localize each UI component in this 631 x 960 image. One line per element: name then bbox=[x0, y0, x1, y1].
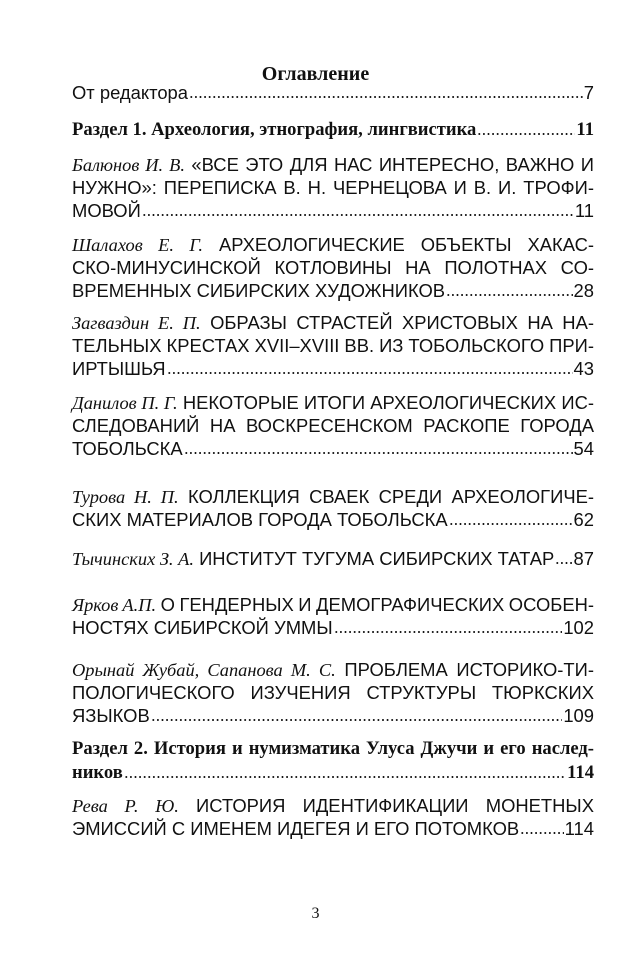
dot-leader bbox=[167, 371, 573, 375]
line-text bbox=[72, 415, 594, 436]
line-text bbox=[72, 358, 166, 380]
section-page: 114 bbox=[567, 762, 594, 783]
entry-page: 109 bbox=[563, 705, 594, 726]
dot-leader bbox=[142, 213, 574, 217]
line-text bbox=[72, 548, 554, 570]
entry-title: ЯЗЫКОВ bbox=[72, 705, 150, 726]
entry-title: От редактора bbox=[72, 82, 189, 103]
entry-title: ЭМИССИЙ С ИМЕНЕМ ИДЕГЕЯ И ЕГО ПОТОМКОВ bbox=[72, 818, 520, 839]
entry-title: НУЖНО»: ПЕРЕПИСКА В. Н. ЧЕРНЕЦОВА И В. И. ТРОФИ- bbox=[72, 177, 594, 198]
entry-title: СКИХ МАТЕРИАЛОВ ГОРОДА ТОБОЛЬСКА bbox=[72, 509, 448, 530]
entry-line bbox=[72, 358, 594, 380]
entry-line bbox=[72, 548, 594, 570]
entry-line bbox=[72, 257, 594, 279]
entry-line bbox=[72, 312, 594, 334]
entry-title: ИНСТИТУТ ТУГУМА СИБИРСКИХ ТАТАР bbox=[199, 548, 555, 569]
dot-leader bbox=[334, 630, 563, 634]
entry-author: Турова Н. П. bbox=[72, 487, 179, 507]
entry-line bbox=[72, 486, 594, 508]
entry-page: 54 bbox=[573, 438, 594, 459]
entry-title: ВРЕМЕННЫХ СИБИРСКИХ ХУДОЖНИКОВ bbox=[72, 280, 446, 301]
line-text bbox=[72, 486, 594, 507]
line-text bbox=[72, 594, 594, 615]
entry-title: ТЕЛЬНЫХ КРЕСТАХ XVII–XVIII ВВ. ИЗ ТОБОЛЬСКОГО ПРИ- bbox=[72, 335, 594, 356]
section-page: 11 bbox=[576, 119, 594, 140]
dot-leader bbox=[520, 831, 564, 835]
line-text bbox=[72, 392, 594, 413]
line-text bbox=[72, 795, 594, 816]
entry-line bbox=[72, 617, 594, 639]
line-text bbox=[72, 818, 519, 840]
dot-leader bbox=[151, 718, 563, 722]
entry-author: Рева Р. Ю. bbox=[72, 796, 179, 816]
line-text bbox=[72, 154, 594, 175]
dot-leader bbox=[555, 561, 572, 565]
entry-line bbox=[72, 682, 594, 704]
entry-title: «ВСЕ ЭТО ДЛЯ НАС ИНТЕРЕСНО, ВАЖНО И bbox=[191, 154, 594, 175]
entry-line bbox=[72, 335, 594, 357]
entry-page: 43 bbox=[573, 358, 594, 379]
line-text bbox=[72, 335, 594, 356]
dot-leader bbox=[446, 293, 572, 297]
entry-author: Тычинских З. А. bbox=[72, 549, 194, 569]
dot-leader bbox=[189, 95, 583, 99]
line-text bbox=[72, 177, 594, 198]
entry-author: Балюнов И. В. bbox=[72, 155, 185, 175]
toc-section-1[interactable] bbox=[72, 119, 594, 141]
entry-page: 102 bbox=[563, 617, 594, 638]
dot-leader bbox=[449, 522, 573, 526]
entry-line bbox=[72, 392, 594, 414]
dot-leader bbox=[184, 451, 573, 455]
entry-page: 28 bbox=[573, 280, 594, 301]
entry-title: НОСТЯХ СИБИРСКОЙ УММЫ bbox=[72, 617, 333, 638]
page-number: 3 bbox=[311, 905, 320, 922]
entry-line bbox=[72, 818, 594, 840]
section-line bbox=[72, 738, 594, 760]
line-text bbox=[72, 762, 123, 784]
entry-page: 11 bbox=[574, 200, 594, 221]
section-title: Раздел 1. Археология, этнография, лингвистика bbox=[72, 119, 477, 140]
entry-title: КОЛЛЕКЦИЯ СВАЕК СРЕДИ АРХЕОЛОГИЧЕ- bbox=[187, 486, 594, 507]
line-text bbox=[72, 682, 594, 703]
entry-title: ИРТЫШЬЯ bbox=[72, 358, 166, 379]
entry-line bbox=[72, 795, 594, 817]
entry-line bbox=[72, 705, 594, 727]
entry-line bbox=[72, 415, 594, 437]
line-text bbox=[72, 280, 445, 302]
line-text bbox=[72, 200, 141, 222]
entry-title: ПРОБЛЕМА ИСТОРИКО-ТИ- bbox=[344, 659, 594, 680]
entry-title: МОВОЙ bbox=[72, 200, 141, 221]
entry-line bbox=[72, 234, 594, 256]
entry-author: Данилов П. Г. bbox=[72, 393, 178, 413]
line-text bbox=[72, 438, 183, 460]
entry-line bbox=[72, 594, 594, 616]
line-text bbox=[72, 234, 594, 255]
entry-line bbox=[72, 154, 594, 176]
entry-title: СЛЕДОВАНИЙ НА ВОСКРЕСЕНСКОМ РАСКОПЕ ГОРОДА bbox=[72, 415, 594, 436]
entry-line bbox=[72, 280, 594, 302]
entry-page: 62 bbox=[573, 509, 594, 530]
entry-title: ТОБОЛЬСКА bbox=[72, 438, 183, 459]
entry-title: ИСТОРИЯ ИДЕНТИФИКАЦИИ МОНЕТНЫХ bbox=[196, 795, 594, 816]
line-text bbox=[72, 312, 594, 333]
toc-entry-editor[interactable] bbox=[72, 82, 594, 104]
line-text bbox=[72, 257, 594, 278]
line-text bbox=[72, 705, 150, 727]
entry-author: Орынай Жубай, Сапанова М. С. bbox=[72, 660, 336, 680]
entry-title: СКО-МИНУСИНСКОЙ КОТЛОВИНЫ НА ПОЛОТНАХ СО- bbox=[72, 257, 594, 278]
entry-title: ОБРАЗЫ СТРАСТЕЙ ХРИСТОВЫХ НА НА- bbox=[210, 312, 594, 333]
entry-line bbox=[72, 438, 594, 460]
entry-line bbox=[72, 659, 594, 681]
page-title: Оглавление bbox=[261, 63, 370, 85]
entry-line bbox=[72, 200, 594, 222]
entry-page: 7 bbox=[583, 82, 594, 103]
entry-title: ПОЛОГИЧЕСКОГО ИЗУЧЕНИЯ СТРУКТУРЫ ТЮРКСКИХ bbox=[72, 682, 594, 703]
line-text bbox=[72, 509, 448, 531]
section-line bbox=[72, 762, 594, 784]
section-title: Раздел 2. История и нумизматика Улуса Джучи и его наслед- bbox=[72, 738, 594, 759]
dot-leader bbox=[477, 132, 575, 136]
entry-author: Загваздин Е. П. bbox=[72, 313, 201, 333]
section-title: ников bbox=[72, 762, 123, 783]
entry-page: 114 bbox=[564, 818, 594, 839]
entry-title: АРХЕОЛОГИЧЕСКИЕ ОБЪЕКТЫ ХАКАС- bbox=[218, 234, 594, 255]
entry-line bbox=[72, 177, 594, 199]
line-text bbox=[72, 738, 594, 759]
entry-line bbox=[72, 509, 594, 531]
entry-author: Ярков А.П. bbox=[72, 595, 157, 615]
dot-leader bbox=[124, 775, 566, 779]
entry-title: НЕКОТОРЫЕ ИТОГИ АРХЕОЛОГИЧЕСКИХ ИС- bbox=[182, 392, 594, 413]
line-text bbox=[72, 617, 333, 639]
line-text bbox=[72, 659, 594, 680]
entry-author: Шалахов Е. Г. bbox=[72, 235, 204, 255]
entry-page: 87 bbox=[573, 548, 594, 569]
entry-title: О ГЕНДЕРНЫХ И ДЕМОГРАФИЧЕСКИХ ОСОБЕН- bbox=[160, 594, 594, 615]
